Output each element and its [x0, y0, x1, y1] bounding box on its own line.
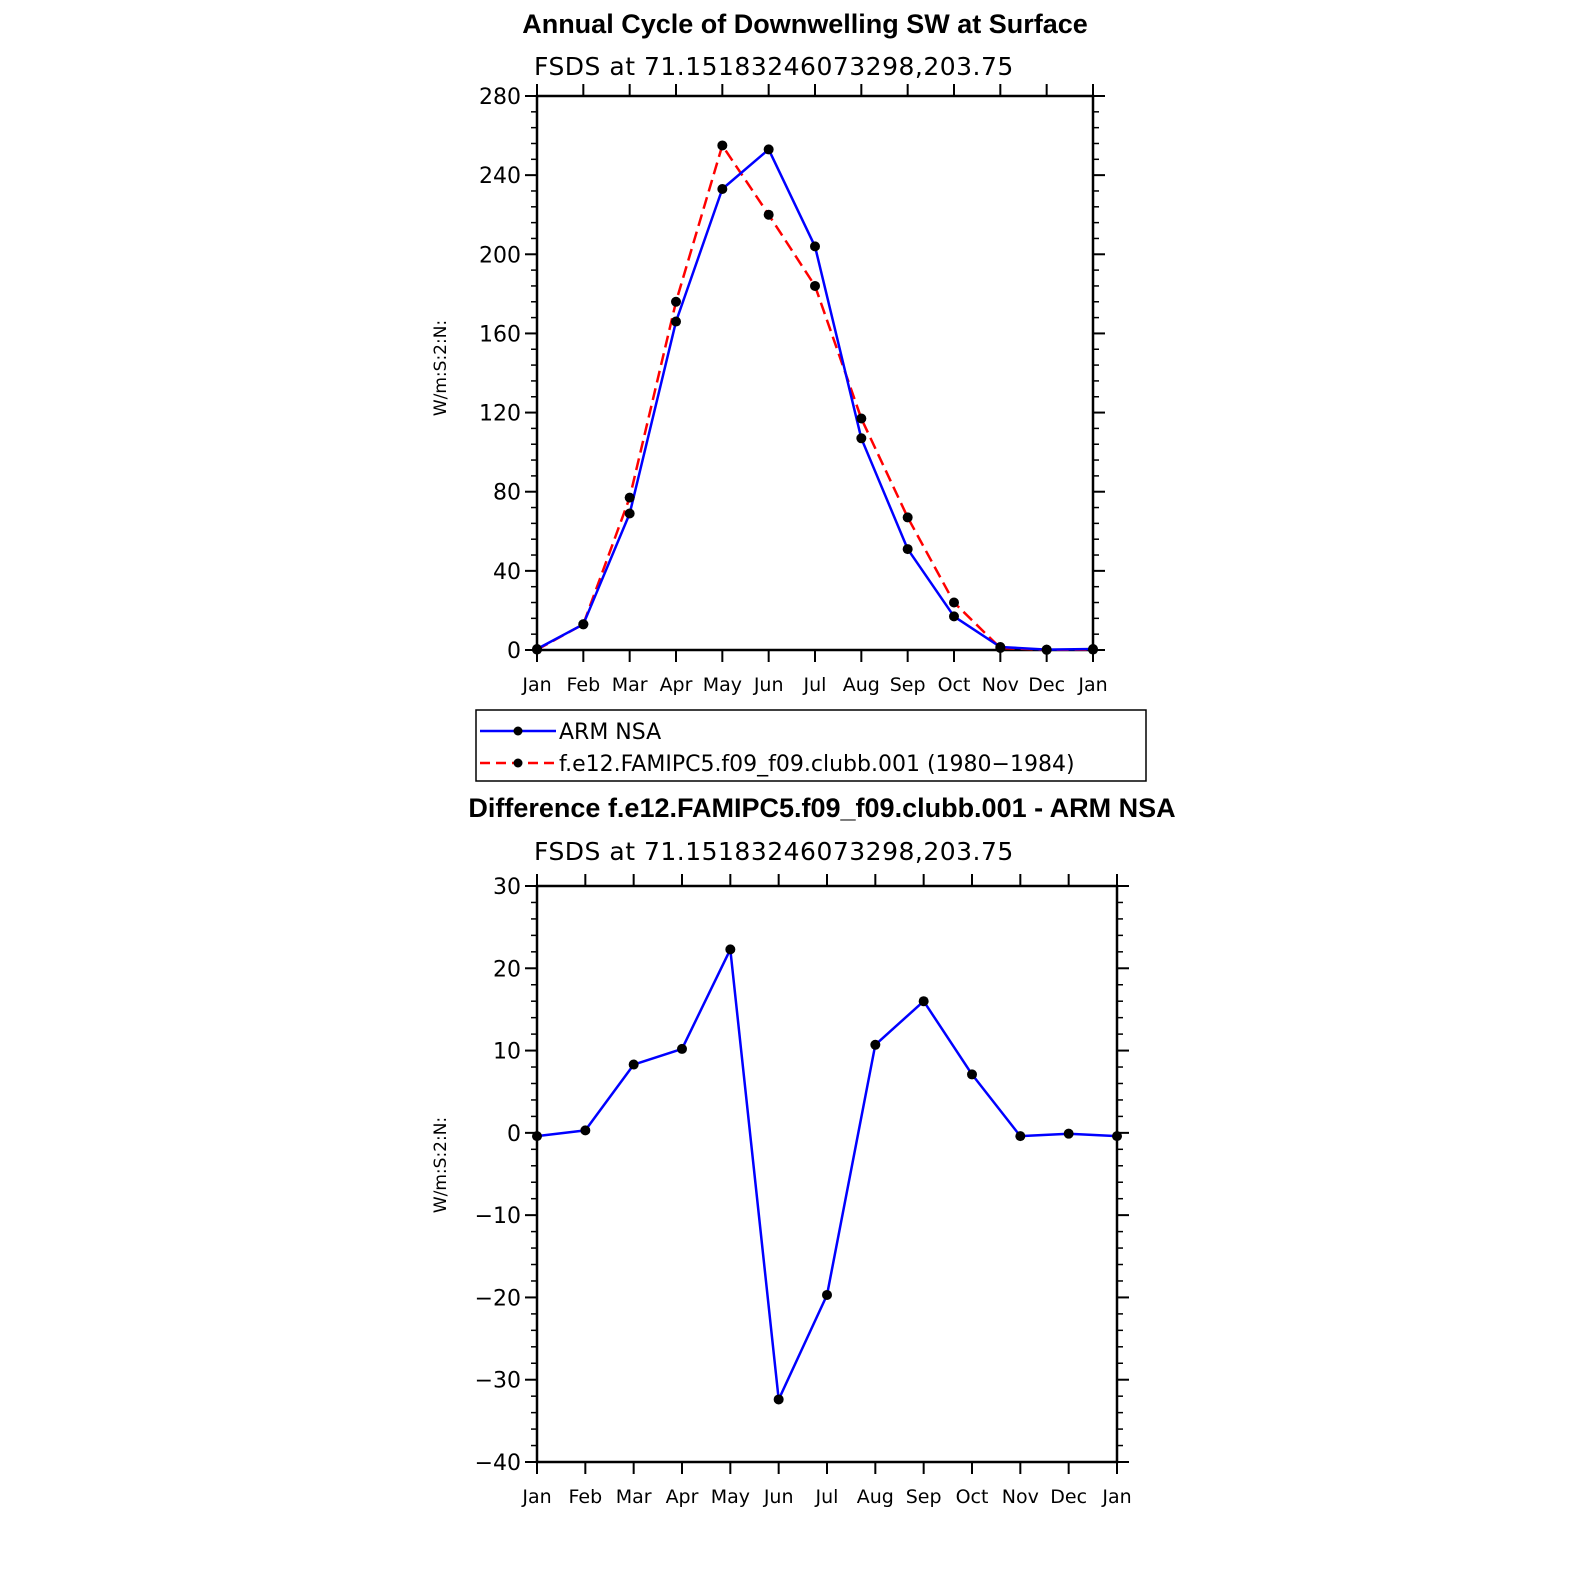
y-axis-label: W/m:S:2:N:	[431, 319, 451, 417]
series-line-1	[537, 146, 1093, 650]
plot-area	[475, 874, 1132, 1508]
plot-frame	[537, 96, 1093, 650]
x-tick-label: Jun	[763, 1486, 794, 1508]
y-tick-label: 30	[493, 875, 521, 900]
y-tick-label: 80	[493, 480, 521, 506]
x-tick-label: Jan	[522, 1486, 552, 1508]
x-tick-label: Jul	[815, 1486, 839, 1508]
x-tick-label: Jul	[803, 674, 827, 696]
data-point-series-1	[995, 643, 1005, 653]
x-tick-label: Mar	[611, 674, 648, 696]
x-tick-label: May	[702, 674, 742, 696]
data-point-series-1	[949, 598, 959, 608]
x-tick-label: Apr	[659, 674, 693, 696]
y-tick-label: 0	[507, 1121, 521, 1147]
y-tick-label: −40	[474, 1451, 521, 1476]
chart-subtitle: FSDS at 71.15183246073298,203.75	[534, 52, 1014, 81]
data-point-series-1	[671, 297, 681, 307]
series-line-0	[537, 149, 1093, 649]
data-point-series-1	[903, 512, 913, 522]
data-point-series-0	[725, 944, 735, 954]
series-line-0	[537, 949, 1117, 1399]
x-tick-label: Dec	[1028, 674, 1066, 696]
x-tick-label: Feb	[566, 674, 601, 696]
data-point-series-0	[580, 1125, 590, 1135]
y-tick-label: 0	[507, 639, 521, 664]
y-tick-label: 20	[493, 957, 521, 983]
data-point-series-0	[764, 144, 774, 154]
data-point-series-0	[870, 1040, 880, 1050]
data-point-series-0	[671, 317, 681, 327]
data-point-series-1	[532, 645, 542, 655]
data-point-series-1	[625, 493, 635, 503]
x-tick-label: Jan	[522, 674, 552, 696]
chart-subtitle: FSDS at 71.15183246073298,203.75	[534, 837, 1014, 866]
data-point-series-1	[717, 140, 727, 150]
x-tick-label: Oct	[937, 674, 971, 696]
x-tick-label: Sep	[905, 1486, 942, 1508]
data-point-series-0	[949, 611, 959, 621]
data-point-series-0	[532, 1131, 542, 1141]
x-tick-label: Jan	[1078, 674, 1108, 696]
y-tick-label: 40	[493, 559, 521, 585]
y-tick-label: 280	[479, 85, 521, 110]
data-point-series-1	[810, 281, 820, 291]
data-point-series-1	[856, 414, 866, 424]
data-point-series-0	[774, 1394, 784, 1404]
y-tick-label: −20	[474, 1286, 521, 1312]
data-point-series-0	[822, 1290, 832, 1300]
data-point-series-1	[1042, 645, 1052, 655]
y-tick-label: 10	[493, 1039, 521, 1065]
x-tick-label: Mar	[615, 1486, 652, 1508]
data-point-series-0	[1015, 1131, 1025, 1141]
legend	[476, 710, 1146, 781]
y-tick-label: 160	[479, 322, 521, 348]
data-point-series-0	[1112, 1131, 1122, 1141]
data-point-series-1	[764, 210, 774, 220]
legend-marker-model	[514, 759, 523, 768]
data-point-series-0	[919, 996, 929, 1006]
y-tick-label: 240	[479, 164, 521, 190]
data-point-series-0	[810, 241, 820, 251]
x-tick-label: Nov	[981, 674, 1019, 696]
x-tick-label: Sep	[889, 674, 926, 696]
x-tick-label: Nov	[1001, 1486, 1039, 1508]
plot-frame	[537, 886, 1117, 1462]
data-point-series-0	[677, 1044, 687, 1054]
data-point-series-0	[856, 433, 866, 443]
y-tick-label: −10	[474, 1204, 521, 1230]
x-tick-label: Jun	[753, 674, 784, 696]
x-tick-label: Dec	[1050, 1486, 1088, 1508]
y-tick-label: 200	[479, 243, 521, 269]
chart-title: Difference f.e12.FAMIPC5.f09_f09.clubb.001 - ARM NSA	[468, 793, 1176, 823]
x-tick-label: Apr	[665, 1486, 699, 1508]
data-point-series-1	[1088, 645, 1098, 655]
y-tick-label: −30	[474, 1368, 521, 1394]
data-point-series-0	[903, 544, 913, 554]
data-point-series-1	[578, 619, 588, 629]
data-point-series-0	[629, 1060, 639, 1070]
legend-label-model: f.e12.FAMIPC5.f09_f09.clubb.001 (1980−1984)	[559, 752, 1075, 777]
x-tick-label: Jan	[1102, 1486, 1132, 1508]
annual-cycle-panel	[431, 9, 1108, 696]
x-tick-label: Aug	[856, 1486, 894, 1508]
data-point-series-0	[717, 184, 727, 194]
x-tick-label: Feb	[568, 1486, 603, 1508]
x-tick-label: May	[710, 1486, 750, 1508]
difference-panel	[431, 793, 1176, 1508]
data-point-series-0	[625, 508, 635, 518]
data-point-series-0	[1064, 1129, 1074, 1139]
y-tick-label: 120	[479, 401, 521, 427]
legend-marker-arm-nsa	[514, 727, 523, 736]
y-axis-label: W/m:S:2:N:	[431, 1116, 451, 1214]
x-tick-label: Oct	[955, 1486, 989, 1508]
data-point-series-0	[967, 1069, 977, 1079]
chart-title: Annual Cycle of Downwelling SW at Surface	[522, 9, 1088, 39]
x-tick-label: Aug	[842, 674, 880, 696]
legend-label-arm-nsa: ARM NSA	[559, 720, 662, 745]
plot-area	[479, 84, 1108, 696]
